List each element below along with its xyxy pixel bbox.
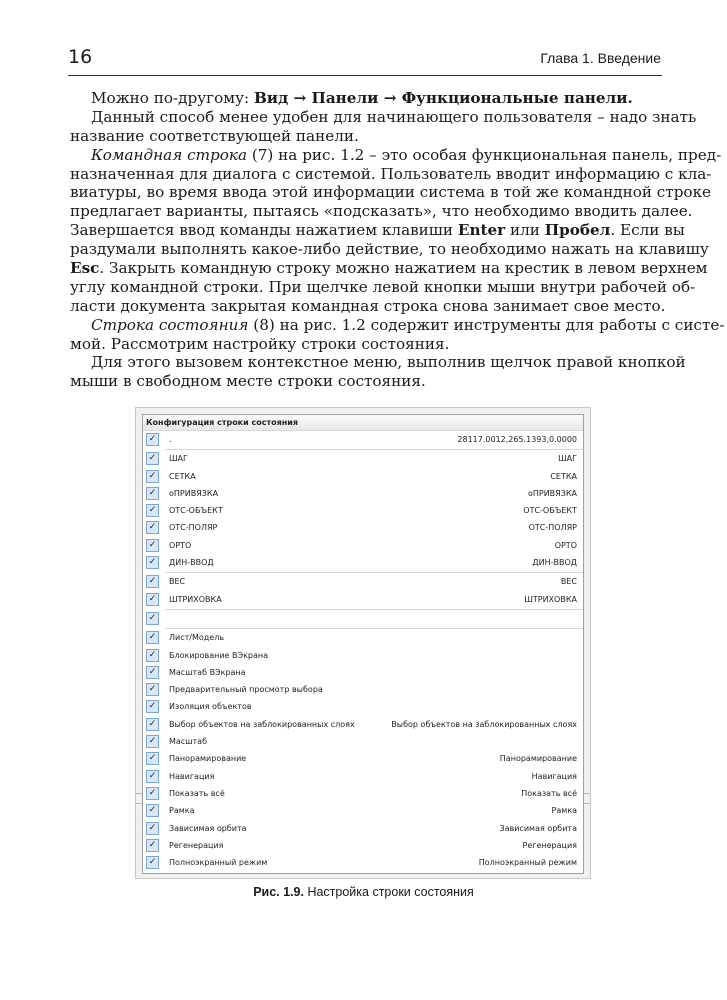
menu-item-label: Регенерация [169,840,224,850]
menu-item-value: Полноэкранный режим [478,858,577,868]
text-line [70,127,660,146]
italic-text: Строка состояния [91,315,249,334]
text-segment: Можно по-другому: [91,89,254,107]
caption-text: Настройка строки состояния [303,885,474,899]
text-line [70,183,712,202]
caption-number: Рис. 1.9. [253,885,304,899]
text-segment: . Закрыть командную строку можно нажатием на крестик в левом верхнем [99,259,708,278]
checkbox-checked-icon[interactable]: ✓ [146,631,159,644]
menu-item-value: ДИН-ВВОД [532,558,577,568]
menu-item-label: ШАГ [169,454,188,464]
figure-screenshot [135,407,591,879]
menu-item[interactable] [143,647,583,664]
menu-item[interactable] [143,854,583,871]
text-line [70,164,712,184]
menu-item-label: Выбор объектов на заблокированных слоях [169,719,355,729]
checkbox-checked-icon[interactable]: ✓ [146,539,159,552]
text-segment: Для этого вызовем контекстное меню, выполнив щелчок правой кнопкой [91,353,686,372]
menu-item-label: Рамка [169,806,195,816]
bold-text: Пробел [544,221,611,240]
menu-item-label: ОТС-ПОЛЯР [169,523,218,533]
text-segment: (7) на рис. 1.2 – это особая функциональная панель, пред- [247,145,722,164]
menu-item-value: Навигация [531,771,577,781]
text-segment: Завершается ввод команды нажатием клавиши [70,221,458,240]
checkbox-checked-icon[interactable]: ✓ [146,593,159,606]
running-header: Глава 1. Введение [540,50,661,66]
checkbox-checked-icon[interactable]: ✓ [146,612,159,625]
text-segment: виатуры, во время ввода этой информации система в той же командной строке [70,183,712,202]
menu-item[interactable] [143,554,583,571]
text-segment: (8) на рис. 1.2 содержит инструменты для работы с систе- [248,315,725,334]
text-line [70,296,666,316]
text-segment: назначенная для диалога с системой. Пользователь вводит информацию с кла- [70,164,712,183]
menu-item-label: Лист/Модель [169,633,225,643]
text-line [70,277,696,297]
checkbox-checked-icon[interactable]: ✓ [146,521,159,534]
menu-item-label: СЕТКА [169,471,196,481]
menu-item-value: Регенерация [522,840,577,850]
text-segment: предлагает варианты, пытаясь «подсказать», что необходимо вводить далее. [70,202,693,221]
menu-item[interactable] [143,768,583,785]
checkbox-checked-icon[interactable]: ✓ [146,822,159,835]
menu-item[interactable] [143,610,583,627]
menu-item[interactable] [143,468,583,485]
text-line [70,107,697,127]
italic-text: Командная строка [91,145,248,164]
text-segment: или [505,221,545,240]
menu-item[interactable] [143,802,583,819]
checkbox-checked-icon[interactable]: ✓ [146,839,159,852]
menu-item-value: СЕТКА [550,471,577,481]
text-line [70,335,660,354]
menu-item[interactable] [143,681,583,698]
header-rule [68,75,662,76]
menu-item-value: Показать всё [521,788,577,798]
menu-item-value: ШТРИХОВКА [524,594,577,604]
checkbox-checked-icon[interactable]: ✓ [146,770,159,783]
menu-item-label: Панорамирование [169,754,247,764]
checkbox-checked-icon[interactable]: ✓ [146,700,159,713]
text-segment: ласти документа закрытая командная строка снова занимает свое место. [70,296,666,315]
checkbox-checked-icon[interactable]: ✓ [146,504,159,517]
menu-item-value: 28117.0012,265.1393,0.0000 [457,435,577,444]
checkbox-checked-icon[interactable]: ✓ [146,856,159,869]
menu-item-label: Показать всё [169,788,225,798]
text-line [70,259,708,278]
checkbox-checked-icon[interactable]: ✓ [146,787,159,800]
bold-text: Enter [457,221,506,240]
menu-item[interactable] [143,837,583,854]
menu-item-value: Зависимая орбита [499,823,577,833]
figure-caption [0,885,727,899]
checkbox-checked-icon[interactable]: ✓ [146,752,159,765]
menu-item-value: Рамка [551,806,577,816]
menu-item[interactable] [143,820,583,837]
text-line [70,372,660,391]
text-segment: . Если вы [610,221,685,240]
menu-item-label: Навигация [169,771,215,781]
menu-item-label: ДИН-ВВОД [169,558,214,568]
status-bar-config-menu [142,414,584,874]
text-line [70,315,725,335]
menu-item-value: ВЕС [560,577,577,587]
menu-item-value: ШАГ [558,454,577,464]
text-segment: Данный способ менее удобен для начинающего пользователя – надо знать [91,107,697,126]
menu-item-value: ОТС-ОБЪЕКТ [523,506,577,516]
menu-item[interactable] [143,537,583,554]
menu-item-label: Масштаб ВЭкрана [169,667,246,677]
checkbox-checked-icon[interactable]: ✓ [146,683,159,696]
menu-item-label: Блокирование ВЭкрана [169,650,269,660]
menu-item-label: Изоляция объектов [169,702,252,712]
menu-item-label: Предварительный просмотр выбора [169,685,323,695]
menu-item-value: ОТС-ПОЛЯР [528,523,577,533]
text-segment: мой. Рассмотрим настройку строки состояния. [70,334,450,353]
menu-item-label: ШТРИХОВКА [169,594,222,604]
menu-item[interactable] [143,485,583,502]
menu-item[interactable] [143,573,583,590]
menu-item-label: оПРИВЯЗКА [169,488,219,498]
menu-item-value: ОРТО [554,540,577,550]
text-segment: мыши в свободном месте строки состояния. [70,372,426,391]
body-text [70,89,725,391]
text-line [70,202,693,221]
checkbox-checked-icon[interactable]: ✓ [146,666,159,679]
text-segment: углу командной строки. При щелчке левой кнопки мыши внутри рабочей об- [70,277,696,296]
checkbox-checked-icon[interactable]: ✓ [146,470,159,483]
menu-item-label: Полноэкранный режим [169,858,268,868]
menu-item[interactable] [143,591,583,608]
menu-item-label: ВЕС [169,577,186,587]
menu-item-value: Выбор объектов на заблокированных слоях [391,719,577,729]
menu-item[interactable] [143,750,583,767]
text-line [70,353,686,372]
menu-item[interactable] [143,664,583,681]
menu-item[interactable] [143,629,583,646]
menu-item-label: Зависимая орбита [169,823,247,833]
menu-item-label: ОТС-ОБЪЕКТ [169,506,223,516]
menu-item[interactable] [143,431,583,448]
menu-item[interactable] [143,733,583,750]
checkbox-checked-icon[interactable]: ✓ [146,575,159,588]
checkbox-checked-icon[interactable]: ✓ [146,487,159,500]
text-line [70,89,660,108]
menu-item[interactable] [143,450,583,467]
text-line [70,221,685,240]
checkbox-checked-icon[interactable]: ✓ [146,718,159,731]
text-line [70,145,722,165]
menu-item[interactable] [143,502,583,519]
menu-item-value: Панорамирование [499,754,577,764]
menu-item-label: . [169,435,172,444]
text-segment: раздумали выполнять какое-либо действие, то необходимо нажать на клавишу [70,240,709,259]
bold-text: Esc [70,259,100,278]
menu-item-label: Масштаб [169,737,208,747]
menu-item[interactable] [143,698,583,715]
menu-title: Конфигурация строки состояния [143,415,583,431]
menu-item-label: ОРТО [169,540,192,550]
text-line [70,240,709,259]
checkbox-checked-icon[interactable]: ✓ [146,804,159,817]
checkbox-checked-icon[interactable]: ✓ [146,735,159,748]
checkbox-checked-icon[interactable]: ✓ [146,649,159,662]
menu-item[interactable] [143,716,583,733]
text-segment: название соответствующей панели. [70,126,359,145]
bold-text: Вид → Панели → Функциональные панели. [253,89,633,107]
menu-item-value: оПРИВЯЗКА [527,488,577,498]
checkbox-checked-icon[interactable]: ✓ [146,452,159,465]
page-number: 16 [68,46,93,68]
menu-item[interactable] [143,519,583,536]
checkbox-checked-icon[interactable]: ✓ [146,556,159,569]
checkbox-checked-icon[interactable]: ✓ [146,433,159,446]
menu-item[interactable] [143,785,583,802]
